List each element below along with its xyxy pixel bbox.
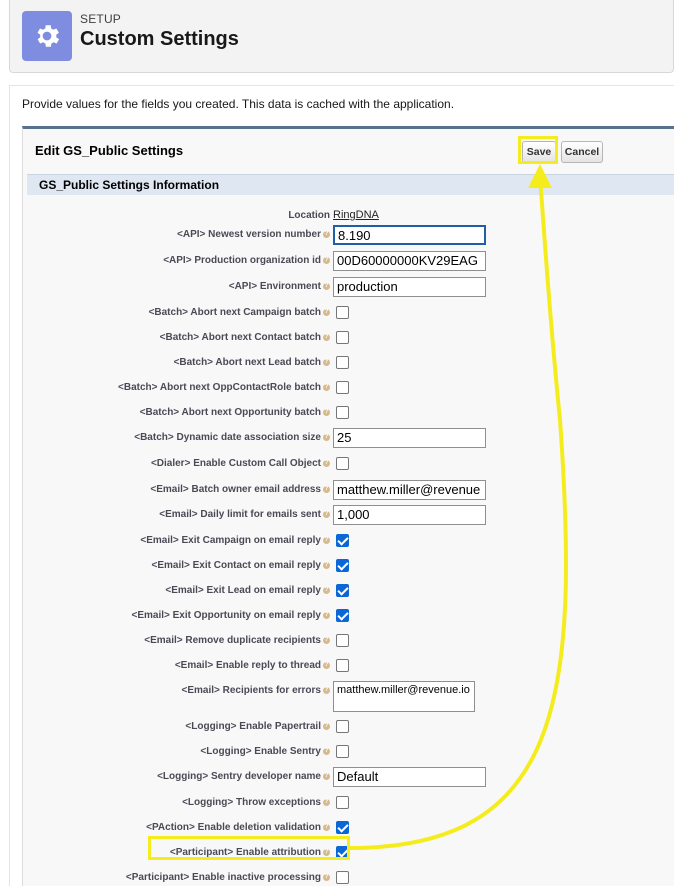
help-icon[interactable]: ? — [324, 409, 329, 415]
field-row-papertrail — [23, 717, 674, 741]
content-area — [9, 85, 674, 886]
cancel-button[interactable]: Cancel — [561, 141, 603, 163]
field-label: <Logging> Sentry developer name ? — [157, 771, 329, 782]
help-icon[interactable]: ? — [324, 334, 329, 340]
field-label: <Batch> Abort next Opportunity batch ? — [139, 407, 329, 418]
field-label: <Email> Enable reply to thread ? — [174, 660, 329, 671]
field-row-newest-version — [23, 225, 674, 249]
help-icon[interactable]: ? — [324, 486, 329, 492]
field-label: <Participant> Enable attribution ? — [169, 847, 329, 858]
section-header — [27, 174, 674, 195]
field-row-remove-duplicates — [23, 631, 674, 655]
field-row-daily-limit — [23, 505, 674, 529]
help-icon[interactable]: ? — [324, 511, 329, 517]
field-label: <API> Newest version number ? — [177, 229, 329, 240]
help-icon[interactable]: ? — [324, 359, 329, 365]
field-row-abort-oppcontactrole — [23, 378, 674, 402]
field-row-reply-to-thread — [23, 656, 674, 680]
field-row-abort-contact — [23, 328, 674, 352]
field-row-prod-org-id — [23, 251, 674, 275]
field-row-exit-contact — [23, 556, 674, 580]
inactive-processing-checkbox[interactable] — [336, 871, 349, 884]
custom-call-object-checkbox[interactable] — [336, 457, 349, 470]
field-label: <API> Environment ? — [228, 281, 329, 292]
field-label: <Email> Daily limit for emails sent ? — [159, 509, 329, 520]
help-icon[interactable]: ? — [324, 434, 329, 440]
error-recipients-textarea[interactable] — [333, 681, 475, 712]
gear-icon — [32, 21, 62, 51]
field-label: <Email> Exit Campaign on email reply ? — [140, 535, 329, 546]
help-icon[interactable]: ? — [324, 637, 329, 643]
throw-exceptions-checkbox[interactable] — [336, 796, 349, 809]
remove-duplicates-checkbox[interactable] — [336, 634, 349, 647]
help-icon[interactable]: ? — [324, 309, 329, 315]
abort-opportunity-checkbox[interactable] — [336, 406, 349, 419]
field-label: <PAction> Enable deletion validation ? — [146, 822, 329, 833]
field-row-environment — [23, 277, 674, 301]
deletion-validation-checkbox[interactable] — [336, 821, 349, 834]
field-label: <Email> Remove duplicate recipients ? — [144, 635, 329, 646]
field-row-abort-opportunity — [23, 403, 674, 427]
field-row-inactive-processing — [23, 868, 674, 886]
page-header — [9, 0, 674, 73]
help-icon[interactable]: ? — [324, 723, 329, 729]
field-label: <Batch> Dynamic date association size ? — [134, 432, 329, 443]
field-label: <Dialer> Enable Custom Call Object ? — [150, 458, 329, 469]
help-icon[interactable]: ? — [324, 231, 329, 237]
breadcrumb[interactable]: SETUP — [80, 12, 122, 26]
section-title: GS_Public Settings Information — [39, 178, 220, 192]
save-button[interactable]: Save — [522, 141, 556, 163]
sentry-checkbox[interactable] — [336, 745, 349, 758]
help-icon[interactable]: ? — [324, 824, 329, 830]
help-icon[interactable]: ? — [324, 874, 329, 880]
field-label: <Email> Batch owner email address ? — [150, 484, 329, 495]
abort-lead-checkbox[interactable] — [336, 356, 349, 369]
panel-title: Edit GS_Public Settings — [35, 143, 184, 158]
field-row-dynamic-date-size — [23, 428, 674, 452]
sentry-dev-name-input[interactable]: Default — [333, 767, 486, 787]
help-icon[interactable]: ? — [324, 384, 329, 390]
field-label: <Batch> Abort next Campaign batch ? — [148, 307, 329, 318]
help-icon[interactable]: ? — [324, 799, 329, 805]
field-label: <Logging> Enable Sentry ? — [200, 746, 329, 757]
help-icon[interactable]: ? — [324, 562, 329, 568]
field-label: <Logging> Throw exceptions ? — [182, 797, 329, 808]
field-row-batch-owner-email — [23, 480, 674, 504]
location-link[interactable]: RingDNA — [333, 209, 379, 221]
help-icon[interactable]: ? — [324, 283, 329, 289]
field-row-throw-exceptions — [23, 793, 674, 817]
save-highlight-box — [518, 136, 558, 164]
prod-org-id-input[interactable]: 00D60000000KV29EAG — [333, 251, 486, 271]
dynamic-date-size-input[interactable]: 25 — [333, 428, 486, 448]
field-label: <Email> Exit Lead on email reply ? — [165, 585, 329, 596]
field-label: Location — [288, 210, 330, 221]
reply-to-thread-checkbox[interactable] — [336, 659, 349, 672]
field-label: <Batch> Abort next OppContactRole batch ? — [118, 382, 329, 393]
setup-gear-tile — [22, 11, 72, 61]
abort-oppcontactrole-checkbox[interactable] — [336, 381, 349, 394]
help-icon[interactable]: ? — [324, 773, 329, 779]
field-row-sentry-dev-name — [23, 767, 674, 791]
exit-opportunity-checkbox[interactable] — [336, 609, 349, 622]
help-icon[interactable]: ? — [324, 257, 329, 263]
abort-contact-checkbox[interactable] — [336, 331, 349, 344]
exit-lead-checkbox[interactable] — [336, 584, 349, 597]
field-row-abort-lead — [23, 353, 674, 377]
help-icon[interactable]: ? — [324, 612, 329, 618]
field-row-exit-campaign — [23, 531, 674, 555]
exit-campaign-checkbox[interactable] — [336, 534, 349, 547]
field-row-error-recipients — [23, 681, 674, 715]
field-row-abort-campaign — [23, 303, 674, 327]
abort-campaign-checkbox[interactable] — [336, 306, 349, 319]
help-icon[interactable]: ? — [324, 849, 329, 855]
edit-panel — [22, 126, 674, 886]
attribution-highlight-box — [148, 836, 350, 860]
batch-owner-email-input[interactable]: matthew.miller@revenue — [333, 480, 486, 500]
page-title: Custom Settings — [80, 28, 239, 50]
help-icon[interactable]: ? — [324, 460, 329, 466]
help-icon[interactable]: ? — [324, 748, 329, 754]
help-icon[interactable]: ? — [324, 662, 329, 668]
field-label: <Participant> Enable inactive processing ? — [125, 872, 329, 883]
field-label: <API> Production organization id ? — [163, 255, 329, 266]
field-label: <Logging> Enable Papertrail ? — [185, 721, 329, 732]
field-row-sentry — [23, 742, 674, 766]
intro-text: Provide values for the fields you created. This data is cached with the application. — [22, 97, 455, 111]
field-label: <Email> Exit Contact on email reply ? — [151, 560, 329, 571]
help-icon[interactable]: ? — [324, 587, 329, 593]
field-row-exit-lead — [23, 581, 674, 605]
daily-limit-input[interactable]: 1,000 — [333, 505, 486, 525]
newest-version-input[interactable]: 8.190 — [333, 225, 486, 245]
field-label: <Email> Exit Opportunity on email reply ? — [131, 610, 329, 621]
help-icon[interactable]: ? — [324, 687, 329, 693]
field-label: <Batch> Abort next Lead batch ? — [173, 357, 329, 368]
environment-input[interactable]: production — [333, 277, 486, 297]
help-icon[interactable]: ? — [324, 537, 329, 543]
exit-contact-checkbox[interactable] — [336, 559, 349, 572]
papertrail-checkbox[interactable] — [336, 720, 349, 733]
field-row-custom-call-object — [23, 454, 674, 478]
field-row-exit-opportunity — [23, 606, 674, 630]
field-label: <Email> Recipients for errors ? — [181, 685, 329, 696]
field-label: <Batch> Abort next Contact batch ? — [159, 332, 329, 343]
